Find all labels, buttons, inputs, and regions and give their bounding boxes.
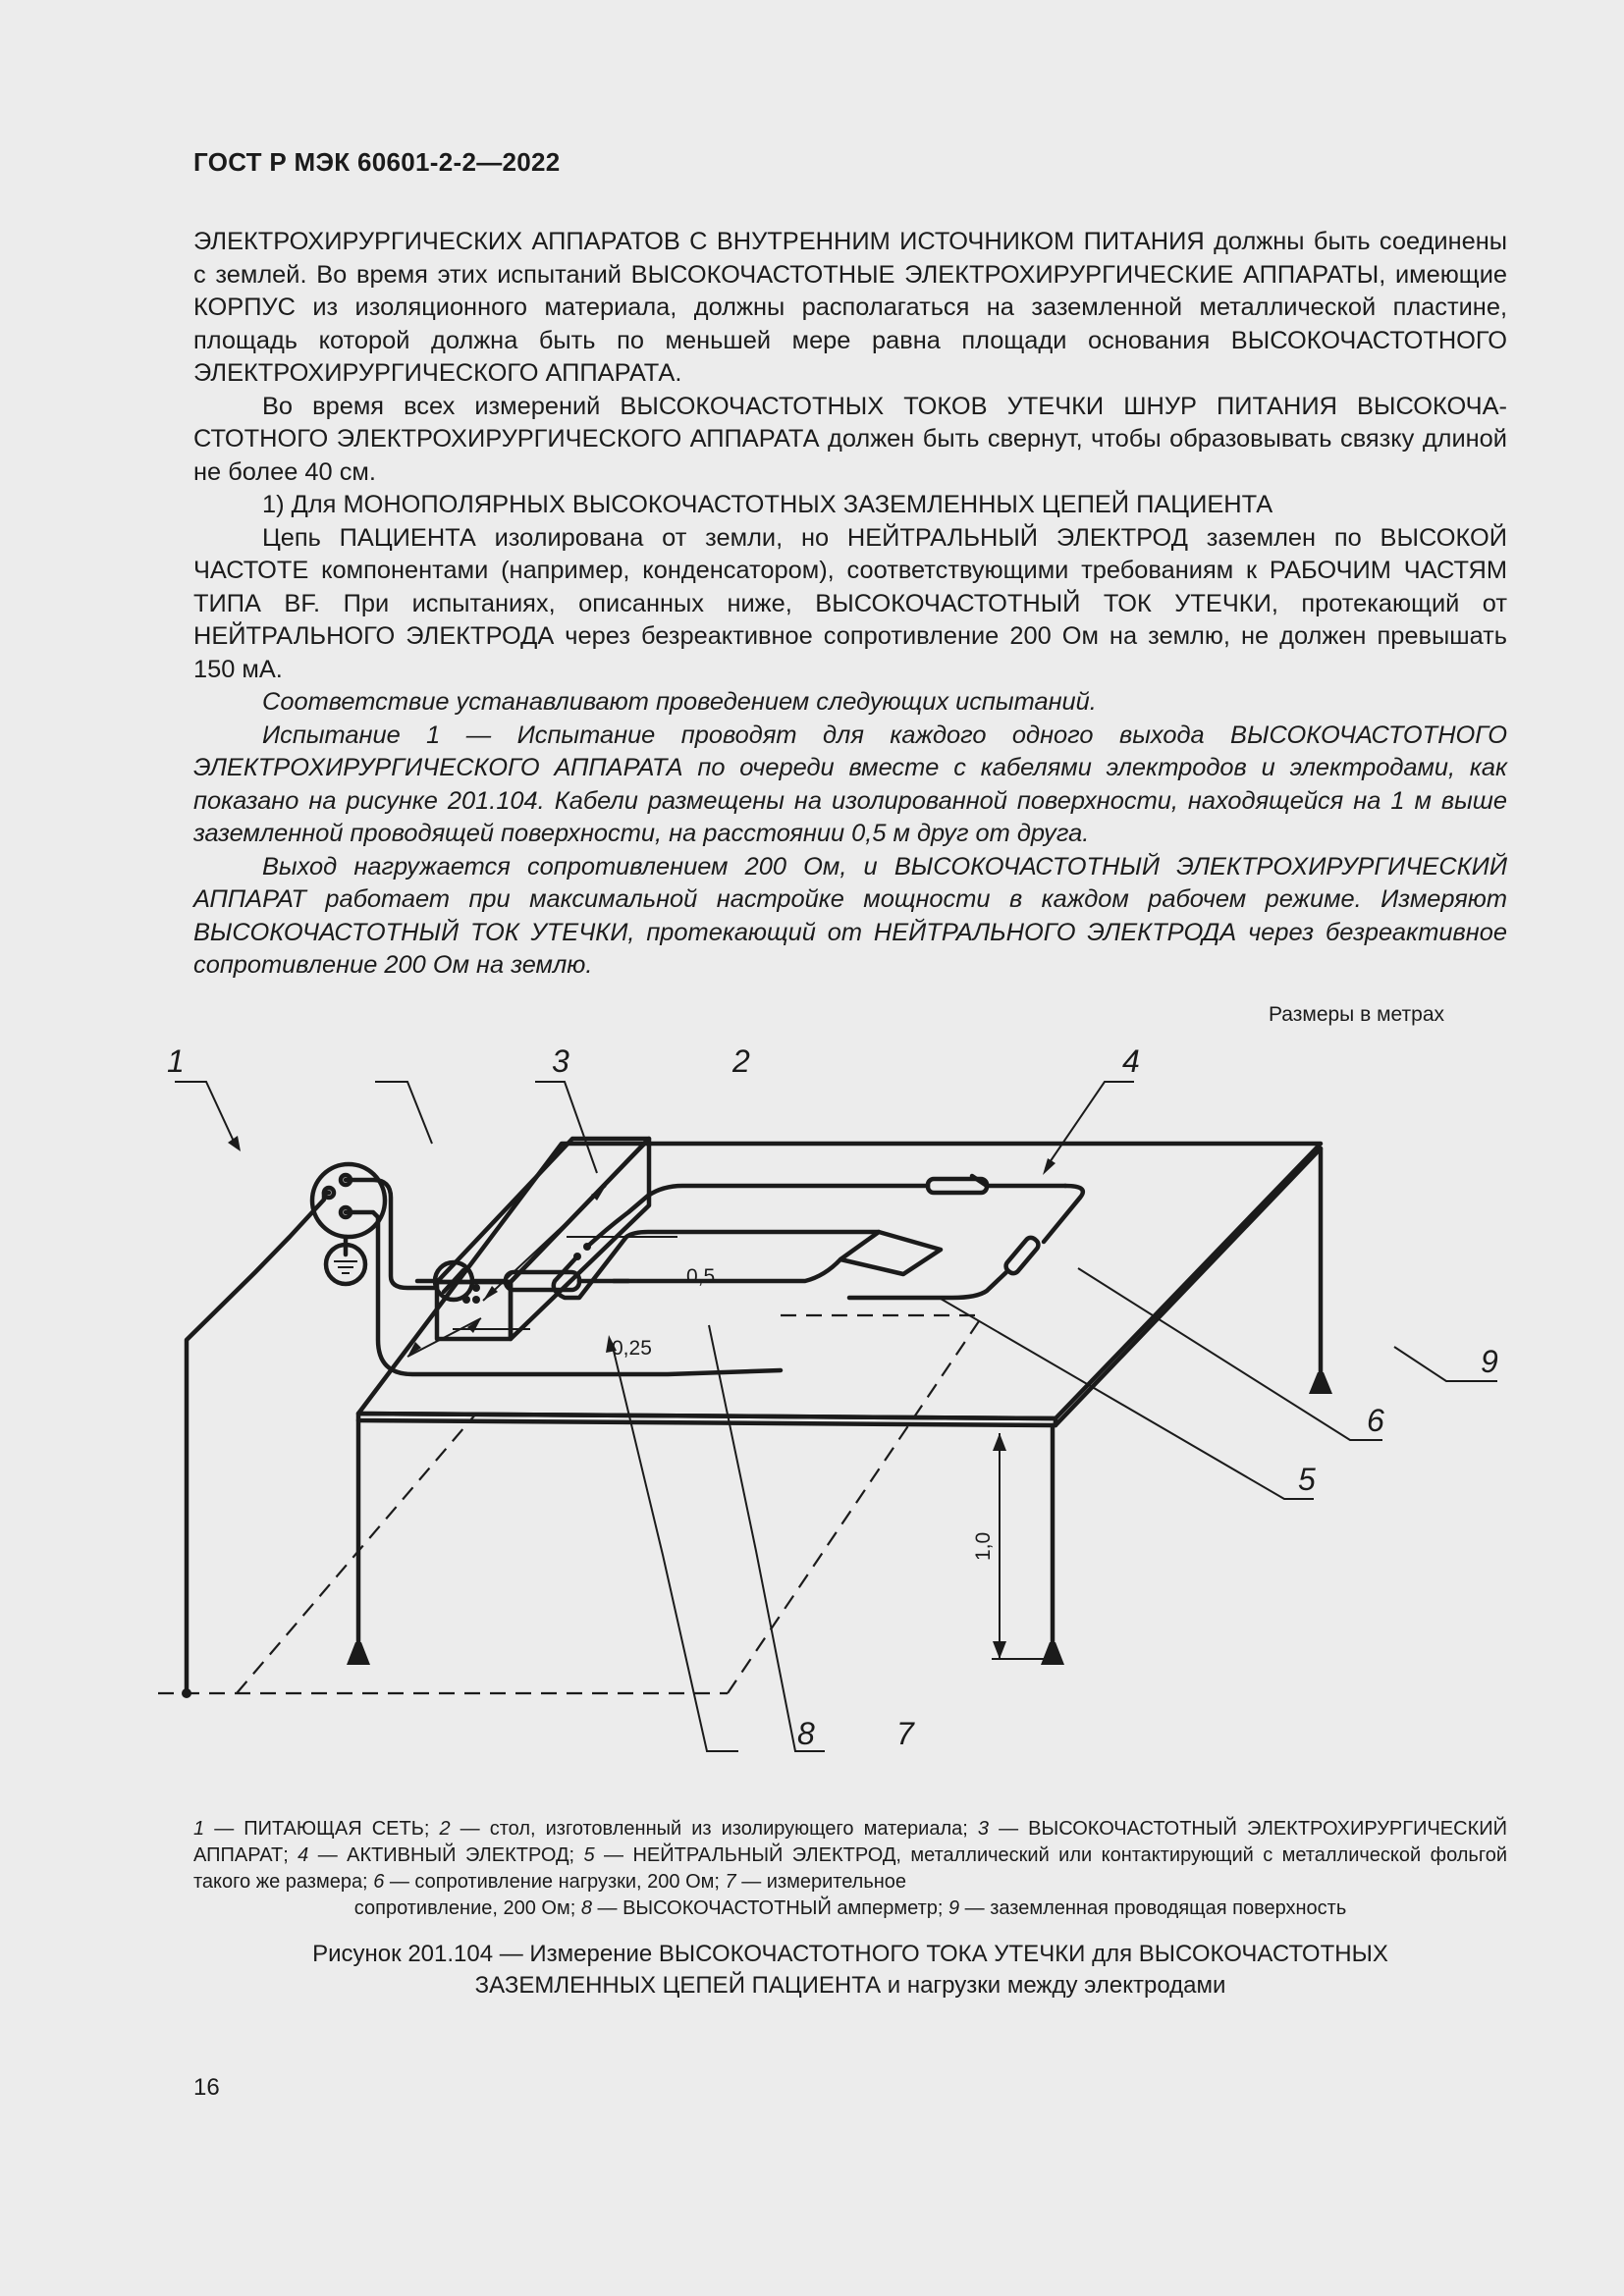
figure-201-104 (167, 1041, 1512, 1767)
hf-electrosurgical-unit (437, 1139, 649, 1339)
figure-drawing (167, 1041, 1512, 1767)
table-foot (1041, 1642, 1064, 1665)
dimension-0-5: 0,5 (686, 1265, 716, 1288)
paragraph-2: Во время всех измерений ВЫСОКОЧАСТОТНЫХ ТОКОВ УТЕЧКИ ШНУР ПИТАНИЯ ВЫСОКОЧАСТОТНОГО ЭЛЕКТРОХИРУРГИЧЕСКОГО АППАРАТА должен быть свернут, чтобы образовывать связку длиной не более 40 см. (193, 392, 1507, 486)
figure-caption (193, 1939, 1507, 2002)
document-header: ГОСТ Р МЭК 60601-2-2—2022 (193, 147, 561, 177)
label-2: 2 (732, 1043, 750, 1079)
label-6: 6 (1367, 1403, 1384, 1438)
label-9: 9 (1481, 1344, 1498, 1379)
label-3: 3 (552, 1043, 569, 1079)
body-text (193, 226, 1507, 983)
caption-line-2: ЗАЗЕМЛЕННЫХ ЦЕПЕЙ ПАЦИЕНТА и нагрузки между электродами (474, 1972, 1226, 1999)
figure-legend: 1 — ПИТАЮЩАЯ СЕТЬ; 2 — стол, изготовленный из изолирующего материала; 3 — ВЫСОКОЧАСТОТНЫЙ ЭЛЕКТРОХИРУРГИЧЕСКИЙ АППАРАТ; 4 — АКТИВНЫЙ ЭЛЕКТРОД; 5 — НЕЙТРАЛЬНЫЙ ЭЛЕКТРОД, металлический или контактирующий с металлической фольгой такого же размера; 6 — сопротивление нагрузки, 200 Ом; 7 — измерительное сопротивление, 200 Ом; 8 — ВЫСОКОЧАСТОТНЫЙ амперметр; 9 — заземленная проводящая поверхность (193, 1816, 1507, 1922)
page-number: 16 (193, 2074, 220, 2101)
label-4: 4 (1122, 1043, 1140, 1079)
paragraph-4: Цепь ПАЦИЕНТА изолирована от земли, но НЕЙТРАЛЬНЫЙ ЭЛЕКТРОД заземлен по ВЫСОКОЙ ЧАСТОТЕ компонентами (например, конденсатором), соответствующими требованиям к РАБОЧИМ ЧАСТЯМ ТИПА BF. При испытаниях, описанных ниже, ВЫСОКОЧАСТОТНЫЙ ТОК УТЕЧКИ, протекающий от НЕЙТРАЛЬНОГО ЭЛЕКТРОДА через безреактивное сопротивление 200 Ом на землю, не должен превышать 150 мА. (193, 523, 1507, 683)
label-5: 5 (1298, 1462, 1316, 1497)
dimension-0-25: 0,25 (612, 1337, 652, 1360)
paragraph-compliance: Соответствие устанавливают проведением следующих испытаний. (262, 688, 1097, 716)
dimension-1-0: 1,0 (972, 1531, 995, 1561)
section-heading: 1) Для МОНОПОЛЯРНЫХ ВЫСОКОЧАСТОТНЫХ ЗАЗЕМЛЕННЫХ ЦЕПЕЙ ПАЦИЕНТА (262, 491, 1273, 518)
figure-labels (167, 1043, 1498, 1751)
table-foot (1309, 1372, 1332, 1394)
mains-supply (182, 1164, 781, 1698)
paragraph-load: Выход нагружается сопротивлением 200 Ом, и ВЫСОКОЧАСТОТНЫЙ ЭЛЕКТРОХИРУРГИЧЕСКИЙ АППАРАТ работает при максимальной настройке мощности в каждом рабочем режиме. Измеряют ВЫСОКОЧАСТОТНЫЙ ТОК УТЕЧКИ, протекающий от НЕЙТРАЛЬНОГО ЭЛЕКТРОДА через безреактивное сопротивление 200 Ом на землю. (193, 852, 1507, 979)
label-1: 1 (167, 1043, 185, 1079)
table-foot (347, 1642, 370, 1665)
units-note: Размеры в метрах (1269, 1003, 1444, 1026)
label-8: 8 (797, 1716, 815, 1751)
paragraph-1: ЭЛЕКТРОХИРУРГИЧЕСКИХ АППАРАТОВ С ВНУТРЕННИМ ИСТОЧНИКОМ ПИТАНИЯ должны быть соединены с землей. Во время этих испытаний ВЫСОКОЧАСТОТНЫЕ ЭЛЕКТРОХИРУРГИЧЕСКИЕ АППАРАТЫ, имеющие КОРПУС из изоляционного материала, должны располагаться на заземленной металлической пластине, площадь которой должна быть по меньшей мере равна площади основания ВЫСОКОЧАСТОТНОГО ЭЛЕКТРОХИРУРГИЧЕСКОГО АППАРАТА. (193, 228, 1507, 387)
legend-last-line: сопротивление, 200 Ом; 8 — ВЫСОКОЧАСТОТНЫЙ амперметр; 9 — заземленная проводящая поверхность (353, 1897, 1347, 1919)
paragraph-test-1: Испытание 1 — Испытание проводят для каждого одного выхода ВЫСОКОЧАСТОТНОГО ЭЛЕКТРОХИРУРГИЧЕСКОГО АППАРАТА по очереди вместе с кабелями электродов и электродами, как показано на рисунке 201.104. Кабели размещены на изолированной поверхности, находящейся на 1 м выше заземленной проводящей поверхности, на расстоянии 0,5 м друг от друга. (193, 721, 1507, 847)
caption-line-1: Рисунок 201.104 — Измерение ВЫСОКОЧАСТОТНОГО ТОКА УТЕЧКИ для ВЫСОКОЧАСТОТНЫХ (312, 1941, 1388, 1967)
label-7: 7 (896, 1716, 914, 1751)
